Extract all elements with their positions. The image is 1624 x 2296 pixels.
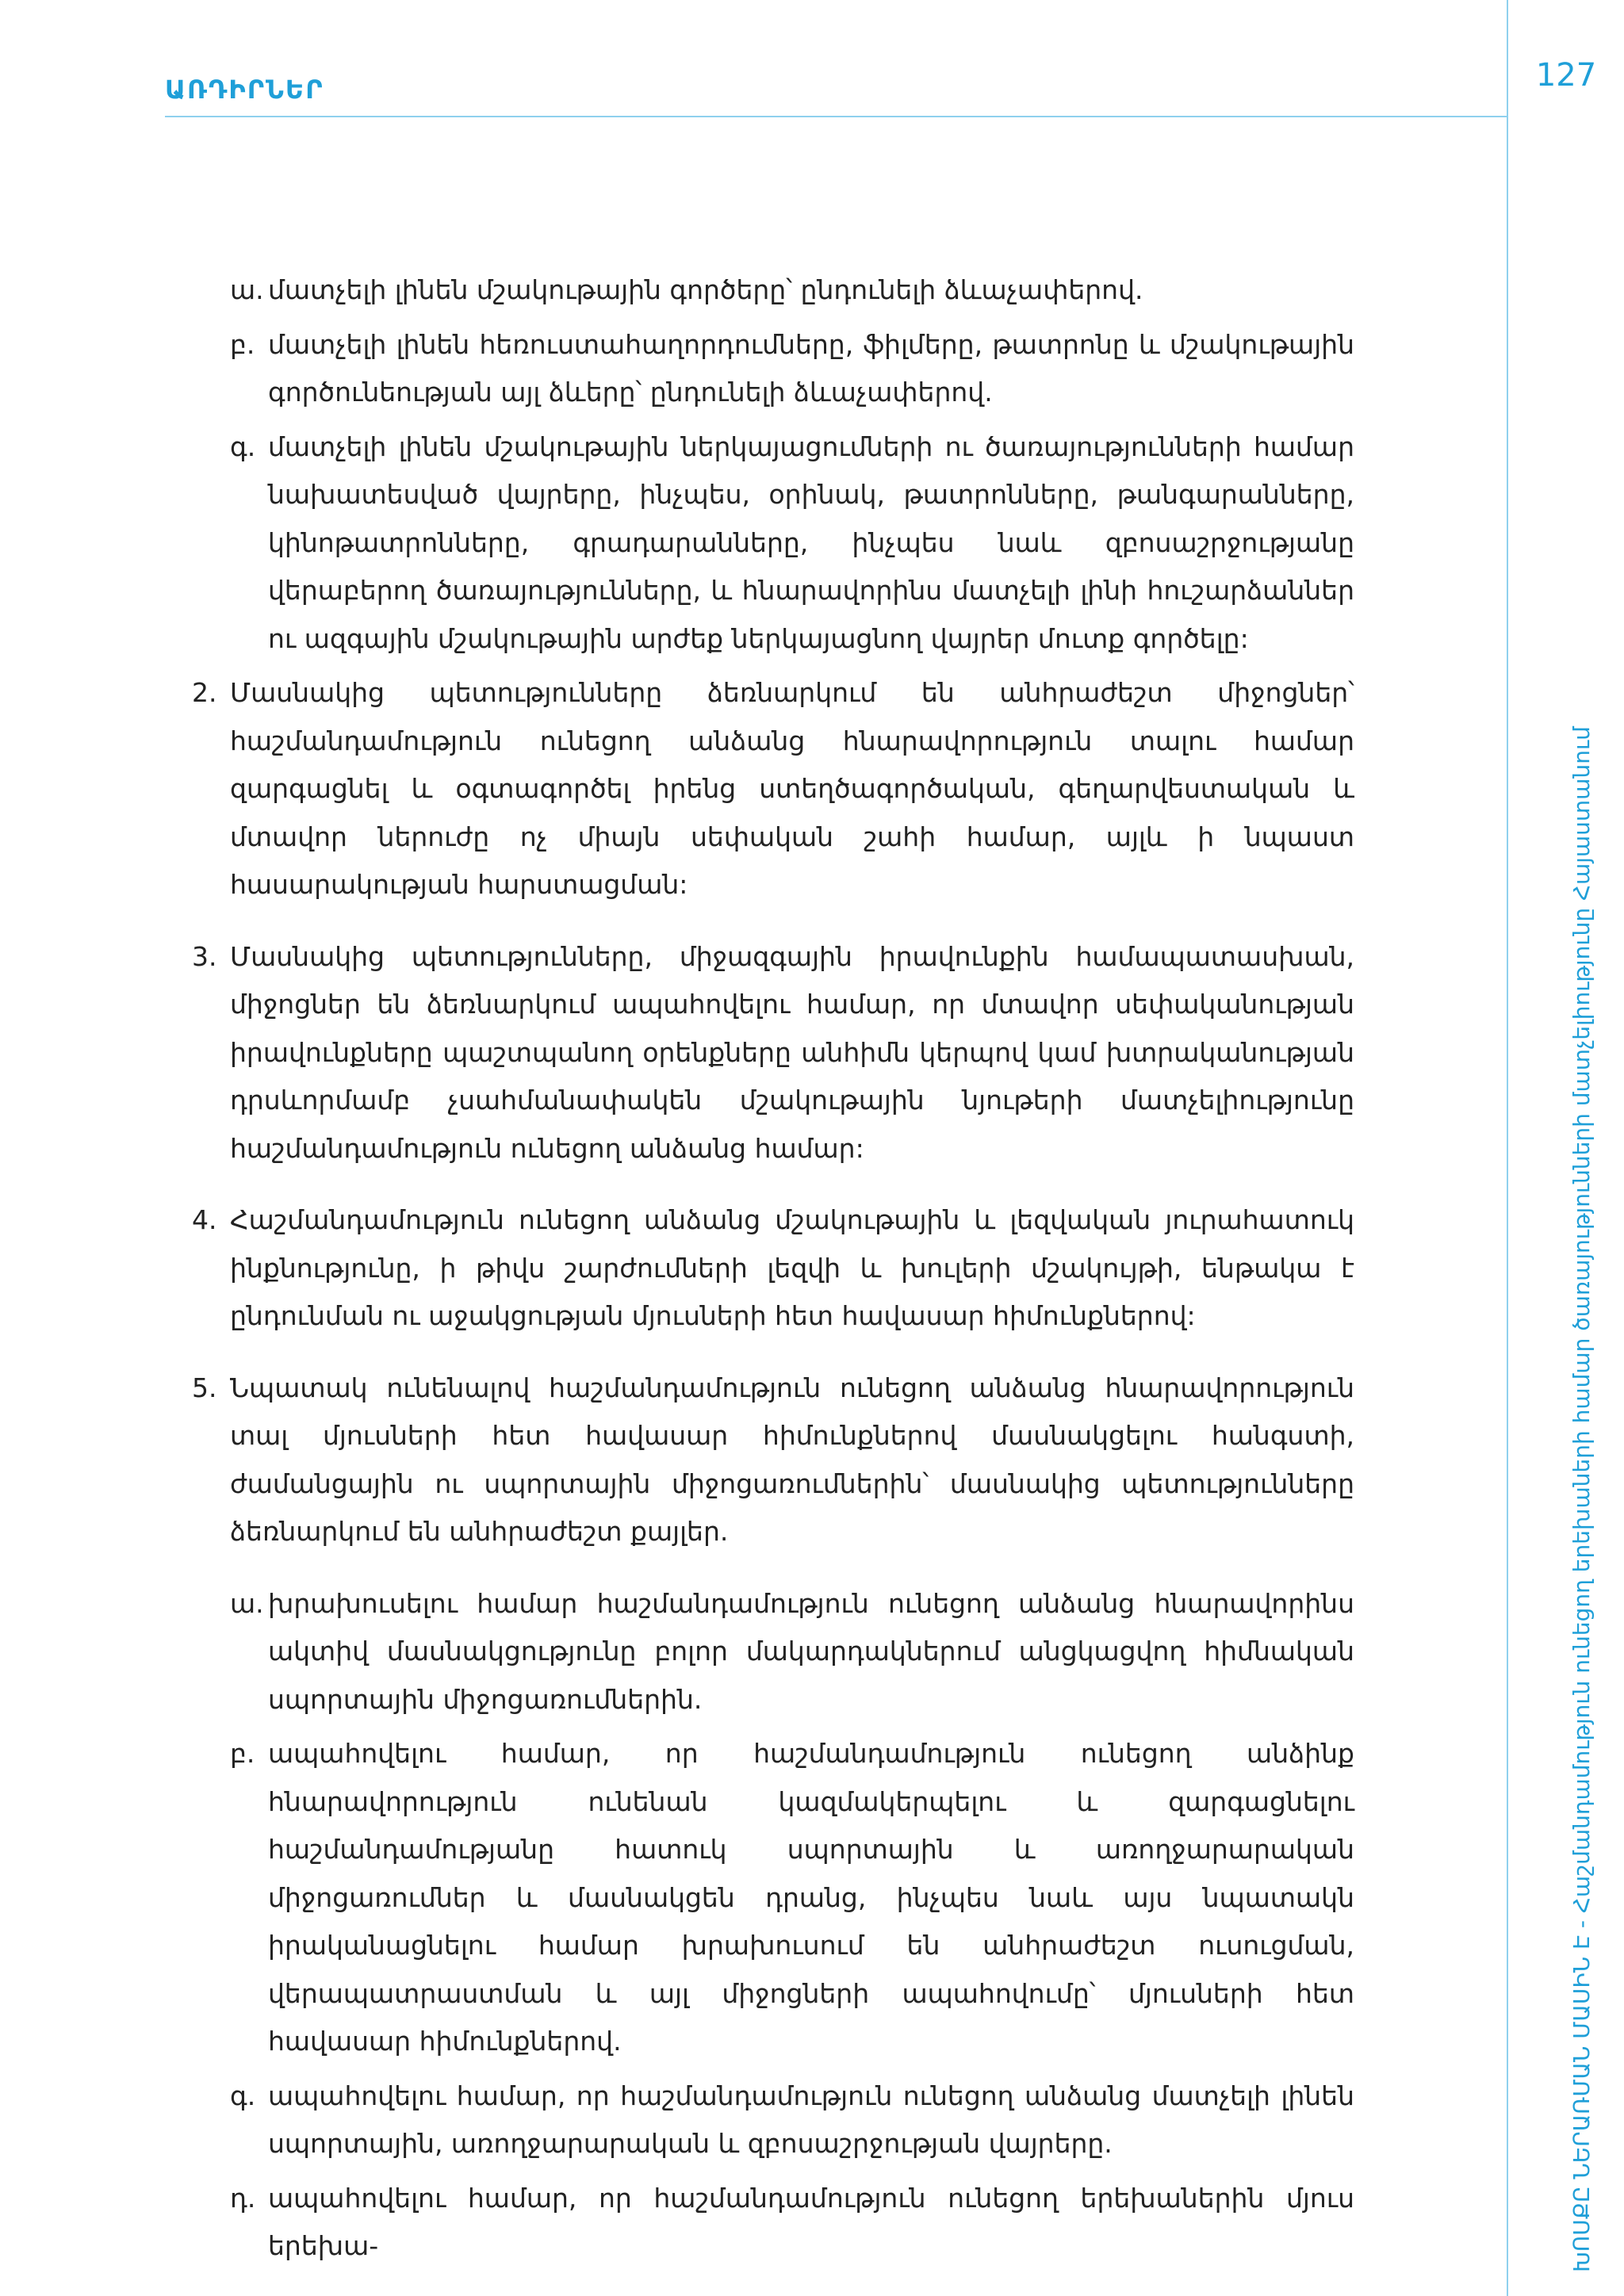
list-item (189, 2175, 1354, 2271)
list-marker: բ. (230, 328, 255, 360)
paragraph-number: 3. (192, 940, 217, 972)
list-item (189, 423, 1354, 664)
list-item (189, 1730, 1354, 2066)
article-body (189, 266, 1354, 2271)
list-item-text: ապահովելու համար, որ հաշմանդամություն ունեցող երեխաներին մյուս երեխա- (268, 2182, 1354, 2261)
page-number: 127 (1535, 57, 1597, 94)
paragraph-number: 5. (192, 1372, 217, 1403)
running-header-title: ԱՌԴԻՐՆԵՐ (165, 75, 324, 105)
list-item (189, 266, 1354, 315)
list-marker: բ. (230, 1738, 255, 1769)
list-marker: գ. (230, 430, 256, 462)
list-item (189, 2072, 1354, 2168)
paragraph-number: 4. (192, 1204, 217, 1235)
numbered-paragraph (189, 933, 1354, 1173)
list-marker: ա. (230, 274, 264, 305)
side-divider (1507, 0, 1508, 2296)
list-item-text: մատչելի լինեն մշակութային գործերը՝ ընդունելի ձևաչափերով. (268, 274, 1143, 305)
paragraph-text: Նպատակ ունենալով հաշմանդամություն ունեցող անձանց հնարավորություն տալ մյուսների հետ հավասար հիմունքներով մասնակցելու հանգստի, ժամանցային ու սպորտային միջոցառումներին՝ մասնակից պետությունները ձեռնարկում են անհրաժեշտ քայլեր. (230, 1372, 1354, 1547)
numbered-paragraph (189, 1196, 1354, 1341)
header-divider (165, 116, 1507, 117)
list-item-text: ապահովելու համար, որ հաշմանդամություն ունեցող անձանց մատչելի լինեն սպորտային, առողջարարական և զբոսաշրջության վայրերը. (268, 2080, 1354, 2159)
numbered-paragraph (189, 1364, 1354, 1556)
numbered-paragraph (189, 669, 1354, 909)
paragraph-text: Մասնակից պետությունները ձեռնարկում են անհրաժեշտ միջոցներ՝ հաշմանդամություն ունեցող անձանց հնարավորություն տալու համար զարգացնել և օգտագործել իրենց ստեղծագործական, գեղարվեստական և մտավոր ներուժը ոչ միայն սեփական շահի համար, այլև ի նպաստ հասարակության հարստացման: (230, 677, 1354, 900)
list-marker: գ. (230, 2080, 256, 2111)
list-item (189, 1580, 1354, 1724)
list-item-text: խրախուսելու համար հաշմանդամություն ունեցող անձանց հնարավորինս ակտիվ մասնակցությունը բոլոր մակարդակներում անցկացվող հիմնական սպորտային միջոցառումներին. (268, 1587, 1354, 1715)
list-item-text: մատչելի լինեն հեռուստահաղորդումները, ֆիլմերը, թատրոնը և մշակութային գործունեության այլ ձևերը՝ ընդունելի ձևաչափերով. (268, 328, 1354, 408)
list-marker: ա. (230, 1587, 264, 1619)
side-running-title: ԽՈՍՔԸ ՆԵՐԱՌՄԱՆ ՄԱՍԻՆ Է - Հաշմանդամություն ունեցող երեխաների համար ծառայությունների մատչելիությունը Հայաստանում (1568, 726, 1595, 2272)
list-item-text: ապահովելու համար, որ հաշմանդամություն ունեցող անձինք հնարավորություն ունենան կազմակերպելու և զարգացնելու հաշմանդամությանը հատուկ սպորտային և առողջարարական միջոցառումներ և մասնակցեն դրանց, ինչպես նաև այս նպատակն իրականացնելու համար խրախուսում են անհրաժեշտ ուսուցման, վերապատրաստման և այլ միջոցների ապահովումը՝ մյուսների հետ հավասար հիմունքներով. (268, 1738, 1354, 2057)
list-marker: դ. (230, 2182, 256, 2214)
list-item (189, 321, 1354, 417)
list-item-text: մատչելի լինեն մշակութային ներկայացումների ու ծառայությունների համար նախատեսված վայրերը, ինչպես, օրինակ, թատրոնները, թանգարանները, կինոթատրոնները, գրադարանները, ինչպես նաև զբոսաշրջությանը վերաբերող ծառայությունները, և հնարավորինս մատչելի լինի հուշարձաններ ու ազգային մշակութային արժեք ներկայացնող վայրեր մուտք գործելը: (268, 430, 1354, 654)
paragraph-number: 2. (192, 677, 217, 708)
paragraph-text: Հաշմանդամություն ունեցող անձանց մշակութային և լեզվական յուրահատուկ ինքնությունը, ի թիվս շարժումների լեզվի և խուլերի մշակույթի, ենթակա է ընդունման ու աջակցության մյուսների հետ հավասար հիմունքներով: (230, 1204, 1354, 1331)
paragraph-text: Մասնակից պետությունները, միջազգային իրավունքին համապատասխան, միջոցներ են ձեռնարկում ապահովելու համար, որ մտավոր սեփականության իրավունքները պաշտպանող օրենքները անհիմն կերպով կամ խտրականության դրսևորմամբ չսահմանափակեն մշակութային նյութերի մատչելիությունը հաշմանդամություն ունեցող անձանց համար: (230, 940, 1354, 1164)
